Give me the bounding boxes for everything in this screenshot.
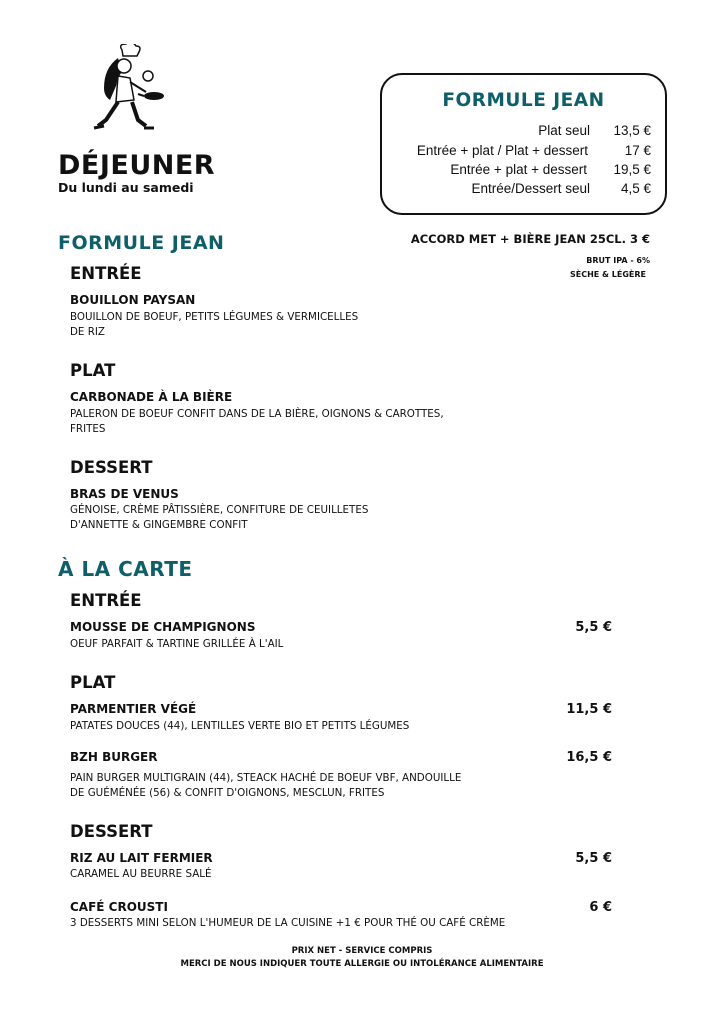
beer-pairing-offer: ACCORD MET + BIÈRE JEAN 25CL. 3 € [410,232,650,246]
dish-description: PATATES DOUCES (44), LENTILLES VERTE BIO ET PETITS LÉGUMES [70,720,410,732]
dish-name: MOUSSE DE CHAMPIGNONS [70,620,256,634]
dish-price: 5,5 € [575,851,612,866]
section-title-formule: FORMULE JEAN [58,232,225,254]
dish-description: PAIN BURGER MULTIGRAIN (44), STEACK HACHÉ DE BOEUF VBF, ANDOUILLE DE GUÉMÉNÉE (56) & CONFIT D'OIGNONS, MESCLUN, FRITES [70,772,462,799]
footer-allergy-note: MERCI DE NOUS INDIQUER TOUTE ALLERGIE OU INTOLÉRANCE ALIMENTAIRE [180,959,544,969]
dish-description: CARAMEL AU BEURRE SALÉ [70,868,212,880]
course-heading: ENTRÉE [70,264,142,283]
formule-row-price: 17 € [624,143,651,158]
course-heading: DESSERT [70,458,153,477]
formule-row-price: 4,5 € [620,181,651,196]
formule-row-label: Entrée/Dessert seul [471,181,590,196]
formule-row-price: 13,5 € [613,123,651,138]
dish-name: CARBONADE À LA BIÈRE [70,390,233,404]
dish-description: OEUF PARFAIT & TARTINE GRILLÉE À L'AIL [70,638,284,650]
dish-name: CAFÉ CROUSTI [70,900,168,914]
formule-row-label: Entrée + plat / Plat + dessert [416,143,588,158]
dish-description: BOUILLON DE BOEUF, PETITS LÉGUMES & VERMICELLES DE RIZ [70,311,359,338]
dish-name: RIZ AU LAIT FERMIER [70,851,213,865]
course-heading: PLAT [70,361,116,380]
dish-name: BZH BURGER [70,750,158,764]
dish-price: 16,5 € [566,750,612,765]
dish-description: PALERON DE BOEUF CONFIT DANS DE LA BIÈRE, OIGNONS & CAROTTES, FRITES [70,408,444,435]
dish-name: BOUILLON PAYSAN [70,293,196,307]
dish-price: 11,5 € [566,702,612,717]
page-subtitle: Du lundi au samedi [58,180,194,195]
section-title-carte: À LA CARTE [58,557,193,581]
beer-description: BRUT IPA - 6% [586,256,650,265]
formule-box-title: FORMULE JEAN [442,90,605,111]
course-heading: PLAT [70,673,116,692]
formule-row-label: Entrée + plat + dessert [450,162,587,177]
dish-description: 3 DESSERTS MINI SELON L'HUMEUR DE LA CUISINE +1 € POUR THÉ OU CAFÉ CRÈME [70,917,506,929]
course-heading: ENTRÉE [70,591,142,610]
formule-row-label: Plat seul [538,123,590,138]
beer-description: SÈCHE & LÉGÈRE [569,270,646,279]
footer-price-note: PRIX NET - SERVICE COMPRIS [291,946,433,956]
chef-illustration-icon [88,44,178,144]
dish-name: PARMENTIER VÉGÉ [70,702,197,716]
formule-row-price: 19,5 € [613,162,651,177]
dish-price: 5,5 € [575,620,612,635]
dish-price: 6 € [589,900,612,915]
course-heading: DESSERT [70,822,153,841]
page-title: DÉJEUNER [58,150,216,181]
dish-description: GÉNOISE, CRÈME PÂTISSIÈRE, CONFITURE DE CEUILLETES D'ANNETTE & GINGEMBRE CONFIT [70,504,369,531]
dish-name: BRAS DE VENUS [70,487,179,501]
